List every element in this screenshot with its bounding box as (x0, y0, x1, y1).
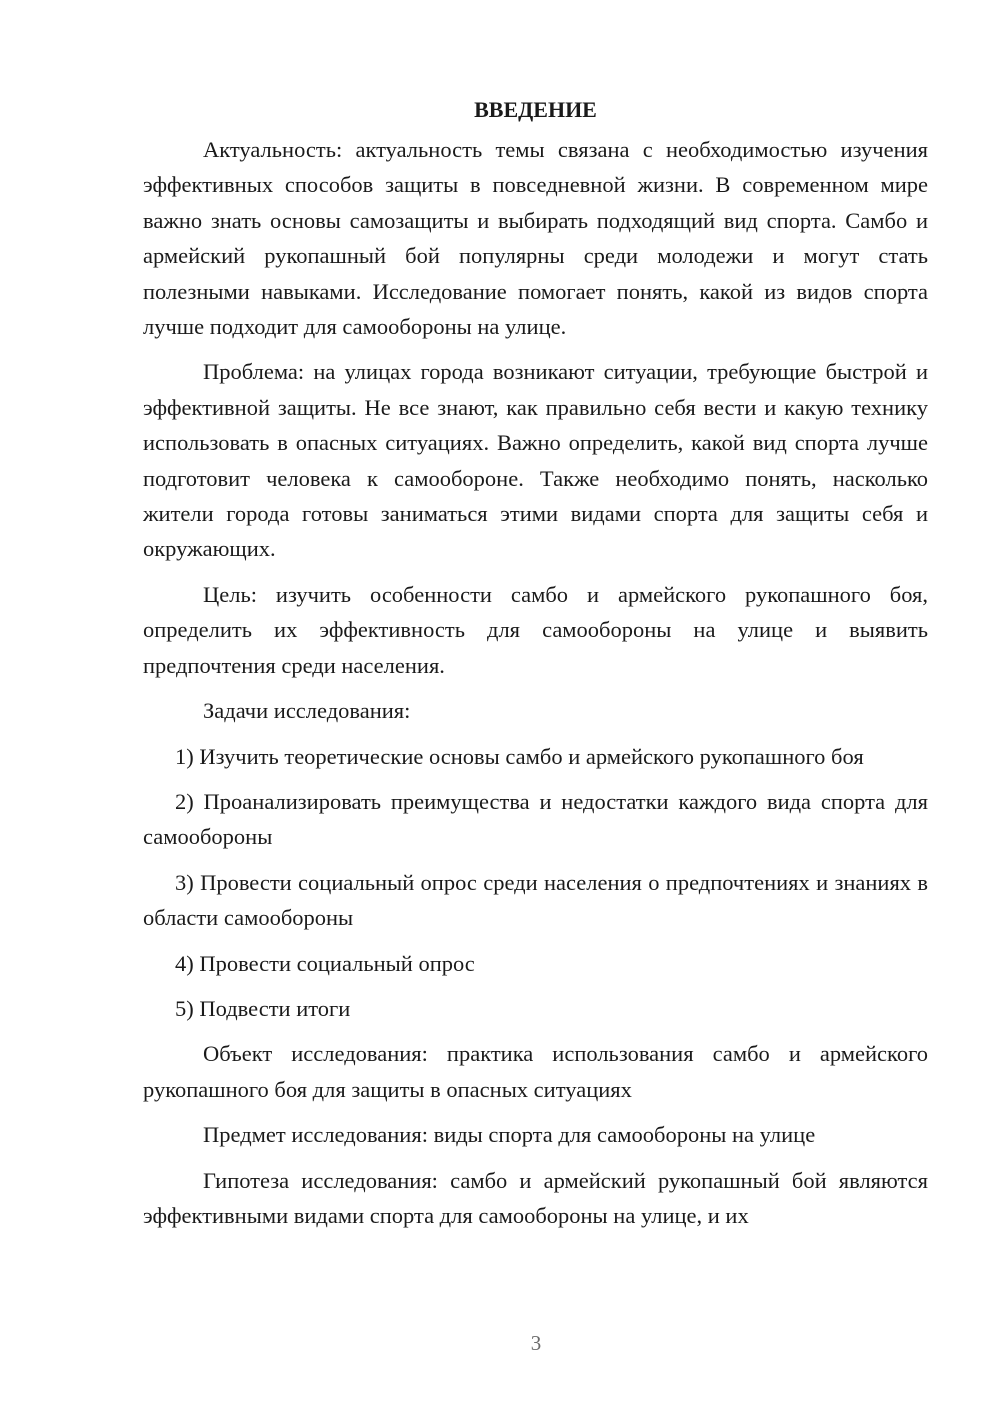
task-item-4: 4) Провести социальный опрос (175, 950, 475, 976)
tasks-title: Задачи исследования: (203, 698, 411, 724)
task-item-1: 1) Изучить теоретические основы самбо и армейского рукопашного боя (175, 743, 864, 769)
task-item-5: 5) Подвести итоги (175, 995, 351, 1021)
object-paragraph: Объект исследования: практика использования самбо и армейского рукопашного боя для защиты в опасных ситуациях (143, 1041, 928, 1102)
relevance-paragraph: Актуальность: актуальность темы связана с необходимостью изучения эффективных способов защиты в повседневной жизни. В современном мире важно знать основы самозащиты и выбирать подходящий вид спорта. Самбо и армейский рукопашный бой популярны среди молодежи и могут стать полезными навыками. Исследование помогает понять, какой из видов спорта лучше подходит для самообороны на улице. (143, 137, 928, 340)
goal-paragraph: Цель: изучить особенности самбо и армейского рукопашного боя, определить их эффективность для самообороны на улице и выявить предпочтения среди населения. (143, 581, 928, 678)
section-heading: ВВЕДЕНИЕ (474, 97, 597, 122)
problem-paragraph: Проблема: на улицах города возникают ситуации, требующие быстрой и эффективной защиты. Не все знают, как правильно себя вести и какую технику использовать в опасных ситуациях. Важно определить, какой вид спорта лучше подготовит человека к самообороне. Также необходимо понять, насколько жители города готовы заниматься этими видами спорта для защиты себя и окружающих. (143, 359, 928, 562)
page-number: 3 (530, 1331, 542, 1355)
task-item-3: 3) Провести социальный опрос среди населения о предпочтениях и знаниях в области самообороны (143, 869, 928, 931)
subject-paragraph: Предмет исследования: виды спорта для самообороны на улице (203, 1122, 816, 1148)
document-page (143, 92, 928, 1243)
task-item-2: 2) Проанализировать преимущества и недостатки каждого вида спорта для самообороны (143, 788, 928, 850)
hypothesis-paragraph: Гипотеза исследования: самбо и армейский рукопашный бой являются эффективными видами спорта для самообороны на улице, и их (143, 1167, 928, 1228)
